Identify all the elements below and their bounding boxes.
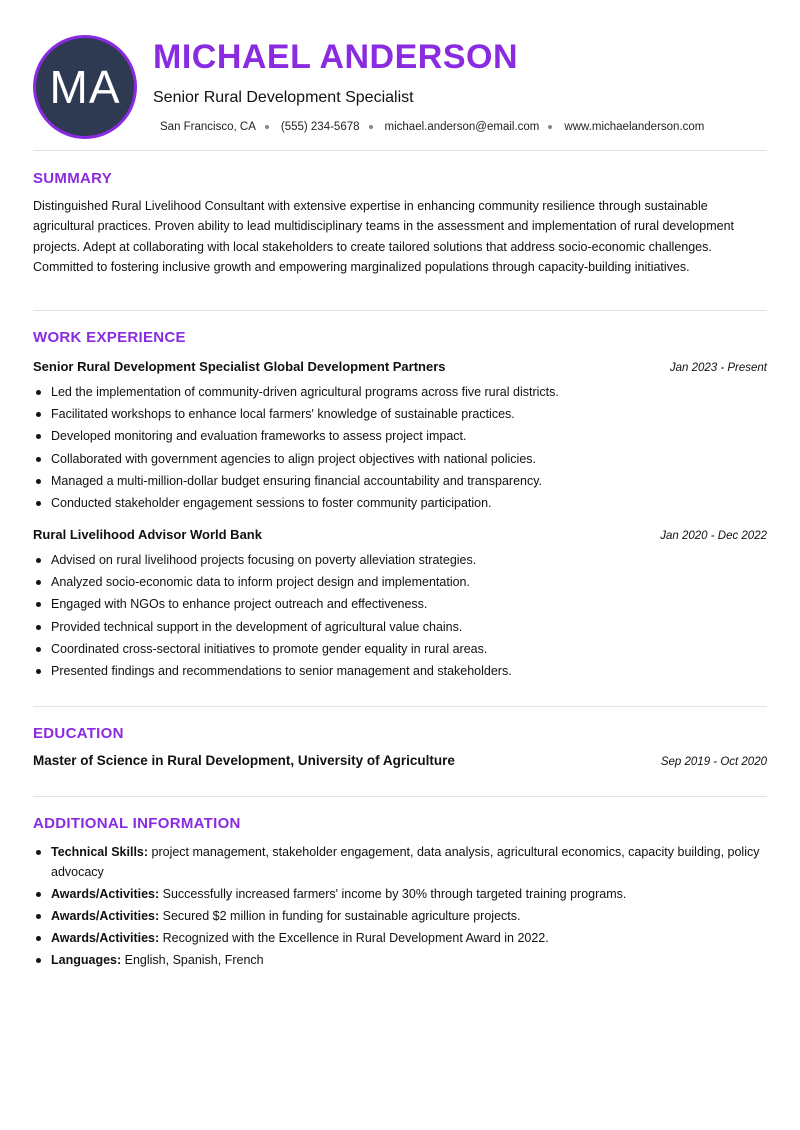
list-item: Advised on rural livelihood projects focusing on poverty alleviation strategies. [33, 553, 767, 575]
item-label: Awards/Activities: [51, 886, 160, 901]
job-role: Rural Livelihood Advisor World Bank [33, 527, 262, 542]
job-bullets [33, 553, 767, 686]
item-label: Awards/Activities: [51, 908, 160, 923]
item-text: Secured $2 million in funding for sustainable agriculture projects. [159, 908, 521, 923]
separator-dot [369, 125, 373, 129]
job-dates: Jan 2020 - Dec 2022 [660, 530, 767, 542]
divider [33, 706, 767, 707]
list-item: Managed a multi-million-dollar budget ensuring financial accountability and transparency. [33, 474, 767, 496]
item-text: English, Spanish, French [121, 953, 264, 967]
job-bullets [33, 385, 767, 518]
list-item: Collaborated with government agencies to align project objectives with national policies. [33, 452, 767, 474]
item-label: Technical Skills: [51, 845, 149, 859]
job-header [33, 527, 767, 542]
list-item: Conducted stakeholder engagement sessions to foster community participation. [33, 496, 767, 518]
item-text: Successfully increased farmers' income by 30% through targeted training programs. [159, 886, 627, 901]
divider [33, 310, 767, 311]
contact-email[interactable]: michael.anderson@email.com [384, 121, 540, 133]
contact-phone: (555) 234-5678 [280, 121, 360, 133]
summary-heading: SUMMARY [33, 170, 113, 187]
avatar-initials: MA [49, 61, 121, 113]
additional-heading: ADDITIONAL INFORMATION [33, 815, 241, 832]
education-dates: Sep 2019 - Oct 2020 [660, 756, 767, 768]
job-title: Senior Rural Development Specialist [153, 89, 414, 106]
summary-text: Distinguished Rural Livelihood Consultant with extensive expertise in enhancing community resilience through sustainable agricultural practices. Proven ability to lead multidisciplinary teams in the assessment and implementation of rural development projects. Adept at collaborating with local stakeholders to create tailored solutions that address socio-economic challenges. Committed to fostering inclusive growth and empowering marginalized populations through capacity-building initiatives. [33, 199, 735, 275]
list-item: Presented findings and recommendations to senior management and stakeholders. [33, 664, 767, 686]
item-text: project management, stakeholder engagement, data analysis, agricultural economics, capacity building, policy advocacy [51, 845, 760, 879]
divider [33, 796, 767, 797]
candidate-name: MICHAEL ANDERSON [153, 38, 519, 76]
education-heading: EDUCATION [33, 725, 124, 742]
item-label: Awards/Activities: [51, 930, 160, 945]
education-entry [33, 753, 767, 768]
degree: Master of Science in Rural Development, University of Agriculture [33, 753, 455, 768]
contact-location: San Francisco, CA [160, 121, 256, 133]
contact-line [160, 121, 704, 133]
list-item [33, 843, 767, 882]
job-role: Senior Rural Development Specialist Global Development Partners [33, 359, 446, 374]
list-item [33, 885, 767, 905]
list-item [33, 929, 767, 949]
job-header [33, 359, 767, 374]
list-item [33, 951, 767, 971]
list-item [33, 907, 767, 927]
experience-heading: WORK EXPERIENCE [33, 329, 186, 346]
separator-dot [548, 125, 552, 129]
item-text: Recognized with the Excellence in Rural Development Award in 2022. [159, 930, 549, 945]
item-label: Languages: [51, 953, 122, 967]
separator-dot [265, 125, 269, 129]
list-item: Facilitated workshops to enhance local farmers' knowledge of sustainable practices. [33, 407, 767, 429]
job-dates: Jan 2023 - Present [669, 362, 767, 374]
contact-website[interactable]: www.michaelanderson.com [564, 121, 705, 133]
list-item: Analyzed socio-economic data to inform project design and implementation. [33, 575, 767, 597]
list-item: Provided technical support in the development of agricultural value chains. [33, 620, 767, 642]
list-item: Coordinated cross-sectoral initiatives to promote gender equality in rural areas. [33, 642, 767, 664]
list-item: Developed monitoring and evaluation frameworks to assess project impact. [33, 429, 767, 451]
list-item: Engaged with NGOs to enhance project outreach and effectiveness. [33, 597, 767, 619]
divider [33, 150, 767, 151]
additional-list [33, 843, 767, 973]
avatar [33, 35, 137, 139]
list-item: Led the implementation of community-driven agricultural programs across five rural districts. [33, 385, 767, 407]
